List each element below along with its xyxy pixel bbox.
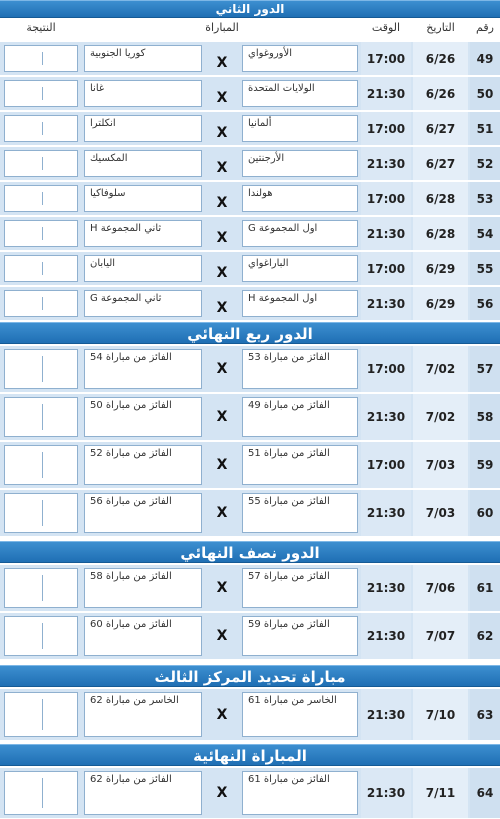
match-date: 7/03 <box>413 442 468 488</box>
versus-label: X <box>216 361 228 377</box>
home-team: الخاسر من مباراة 61 <box>242 692 358 737</box>
match-number: 61 <box>470 565 500 611</box>
match-time: 17:00 <box>361 252 411 285</box>
match-date: 7/10 <box>413 689 468 740</box>
match-date: 7/02 <box>413 346 468 392</box>
match-time: 21:30 <box>361 394 411 440</box>
home-team: الفائز من مباراة 57 <box>242 568 358 608</box>
away-team: الفائز من مباراة 58 <box>84 568 202 608</box>
result-box[interactable] <box>4 616 78 656</box>
match-number: 62 <box>470 613 500 659</box>
stage-header-final: المباراة النهائية <box>0 744 500 766</box>
match-date: 6/29 <box>413 252 468 285</box>
match-number: 54 <box>470 217 500 250</box>
match-row-49 <box>0 42 500 76</box>
home-team: الفائز من مباراة 53 <box>242 349 358 389</box>
match-row-57 <box>0 346 500 393</box>
away-team: ثاني المجموعة G <box>84 290 202 317</box>
match-date: 6/28 <box>413 182 468 215</box>
match-row-60 <box>0 490 500 537</box>
match-date: 7/03 <box>413 490 468 536</box>
versus-label: X <box>216 125 228 141</box>
home-team: الفائز من مباراة 51 <box>242 445 358 485</box>
result-box[interactable] <box>4 185 78 212</box>
away-team: الخاسر من مباراة 62 <box>84 692 202 737</box>
match-date: 6/28 <box>413 217 468 250</box>
versus-label: X <box>216 706 228 723</box>
home-team: الأوروغواي <box>242 45 358 72</box>
result-box[interactable] <box>4 150 78 177</box>
away-team: الفائز من مباراة 62 <box>84 771 202 815</box>
match-time: 17:00 <box>361 42 411 75</box>
match-row-58 <box>0 394 500 441</box>
away-team: الفائز من مباراة 52 <box>84 445 202 485</box>
match-time: 21:30 <box>361 147 411 180</box>
versus-label: X <box>216 628 228 644</box>
away-team: كوريا الجنوبية <box>84 45 202 72</box>
match-number: 49 <box>470 42 500 75</box>
match-row-54 <box>0 217 500 251</box>
match-time: 21:30 <box>361 217 411 250</box>
match-row-56 <box>0 287 500 321</box>
match-date: 6/26 <box>413 42 468 75</box>
home-team: الفائز من مباراة 59 <box>242 616 358 656</box>
away-team: الفائز من مباراة 54 <box>84 349 202 389</box>
versus-label: X <box>216 160 228 176</box>
stage-header-semi-finals: الدور نصف النهائي <box>0 541 500 563</box>
home-team: الباراغواي <box>242 255 358 282</box>
match-row-52 <box>0 147 500 181</box>
result-box[interactable] <box>4 445 78 485</box>
match-time: 21:30 <box>361 768 411 818</box>
match-number: 50 <box>470 77 500 110</box>
result-box[interactable] <box>4 568 78 608</box>
result-box[interactable] <box>4 255 78 282</box>
result-box[interactable] <box>4 692 78 737</box>
home-team: هولندا <box>242 185 358 212</box>
match-time: 21:30 <box>361 490 411 536</box>
match-number: 59 <box>470 442 500 488</box>
match-number: 52 <box>470 147 500 180</box>
result-box[interactable] <box>4 771 78 815</box>
match-number: 55 <box>470 252 500 285</box>
match-number: 56 <box>470 287 500 320</box>
match-number: 57 <box>470 346 500 392</box>
result-box[interactable] <box>4 80 78 107</box>
match-row-53 <box>0 182 500 216</box>
match-time: 17:00 <box>361 346 411 392</box>
result-box[interactable] <box>4 493 78 533</box>
home-team: الولايات المتحدة <box>242 80 358 107</box>
match-row-62 <box>0 613 500 660</box>
home-team: الفائز من مباراة 61 <box>242 771 358 815</box>
match-date: 6/29 <box>413 287 468 320</box>
home-team: ألمانيا <box>242 115 358 142</box>
away-team: الفائز من مباراة 60 <box>84 616 202 656</box>
column-header-result: النتيجة <box>26 21 56 34</box>
column-header-time: الوقت <box>371 21 401 34</box>
match-date: 7/07 <box>413 613 468 659</box>
versus-label: X <box>216 195 228 211</box>
stage-header-round-of-16: الدور الثاني <box>0 0 500 18</box>
versus-label: X <box>216 230 228 246</box>
away-team: الفائز من مباراة 56 <box>84 493 202 533</box>
result-box[interactable] <box>4 220 78 247</box>
column-header-match: المباراة <box>205 21 239 34</box>
match-row-64 <box>0 768 500 819</box>
result-box[interactable] <box>4 290 78 317</box>
match-number: 63 <box>470 689 500 740</box>
match-number: 60 <box>470 490 500 536</box>
match-row-55 <box>0 252 500 286</box>
versus-label: X <box>216 300 228 316</box>
match-date: 6/27 <box>413 112 468 145</box>
match-time: 17:00 <box>361 112 411 145</box>
home-team: اول المجموعة G <box>242 220 358 247</box>
match-time: 21:30 <box>361 287 411 320</box>
versus-label: X <box>216 580 228 596</box>
home-team: الأرجنتين <box>242 150 358 177</box>
versus-label: X <box>216 409 228 425</box>
away-team: الفائز من مباراة 50 <box>84 397 202 437</box>
match-number: 53 <box>470 182 500 215</box>
match-time: 21:30 <box>361 613 411 659</box>
match-row-51 <box>0 112 500 146</box>
home-team: الفائز من مباراة 55 <box>242 493 358 533</box>
versus-label: X <box>216 505 228 521</box>
match-date: 7/11 <box>413 768 468 818</box>
stage-header-third-place: مباراة تحديد المركز الثالث <box>0 665 500 687</box>
result-box[interactable] <box>4 115 78 142</box>
match-time: 21:30 <box>361 77 411 110</box>
versus-label: X <box>216 90 228 106</box>
match-number: 51 <box>470 112 500 145</box>
away-team: ثاني المجموعة H <box>84 220 202 247</box>
column-header-date: التاريخ <box>426 21 455 34</box>
match-date: 7/02 <box>413 394 468 440</box>
match-time: 21:30 <box>361 689 411 740</box>
versus-label: X <box>216 785 228 801</box>
away-team: سلوفاكيا <box>84 185 202 212</box>
match-time: 17:00 <box>361 442 411 488</box>
match-date: 6/27 <box>413 147 468 180</box>
column-header-num: رقم <box>476 21 494 34</box>
away-team: غانا <box>84 80 202 107</box>
result-box[interactable] <box>4 45 78 72</box>
column-headers <box>0 18 500 40</box>
away-team: اليابان <box>84 255 202 282</box>
match-date: 7/06 <box>413 565 468 611</box>
match-number: 58 <box>470 394 500 440</box>
home-team: الفائز من مباراة 49 <box>242 397 358 437</box>
versus-label: X <box>216 55 228 71</box>
stage-header-quarter-finals: الدور ربع النهائي <box>0 322 500 344</box>
versus-label: X <box>216 457 228 473</box>
home-team: اول المجموعة H <box>242 290 358 317</box>
away-team: انكلترا <box>84 115 202 142</box>
away-team: المكسيك <box>84 150 202 177</box>
match-row-63 <box>0 689 500 741</box>
match-time: 17:00 <box>361 182 411 215</box>
result-box[interactable] <box>4 397 78 437</box>
match-date: 6/26 <box>413 77 468 110</box>
result-box[interactable] <box>4 349 78 389</box>
match-time: 21:30 <box>361 565 411 611</box>
match-row-61 <box>0 565 500 612</box>
match-number: 64 <box>470 768 500 818</box>
match-row-59 <box>0 442 500 489</box>
versus-label: X <box>216 265 228 281</box>
match-row-50 <box>0 77 500 111</box>
